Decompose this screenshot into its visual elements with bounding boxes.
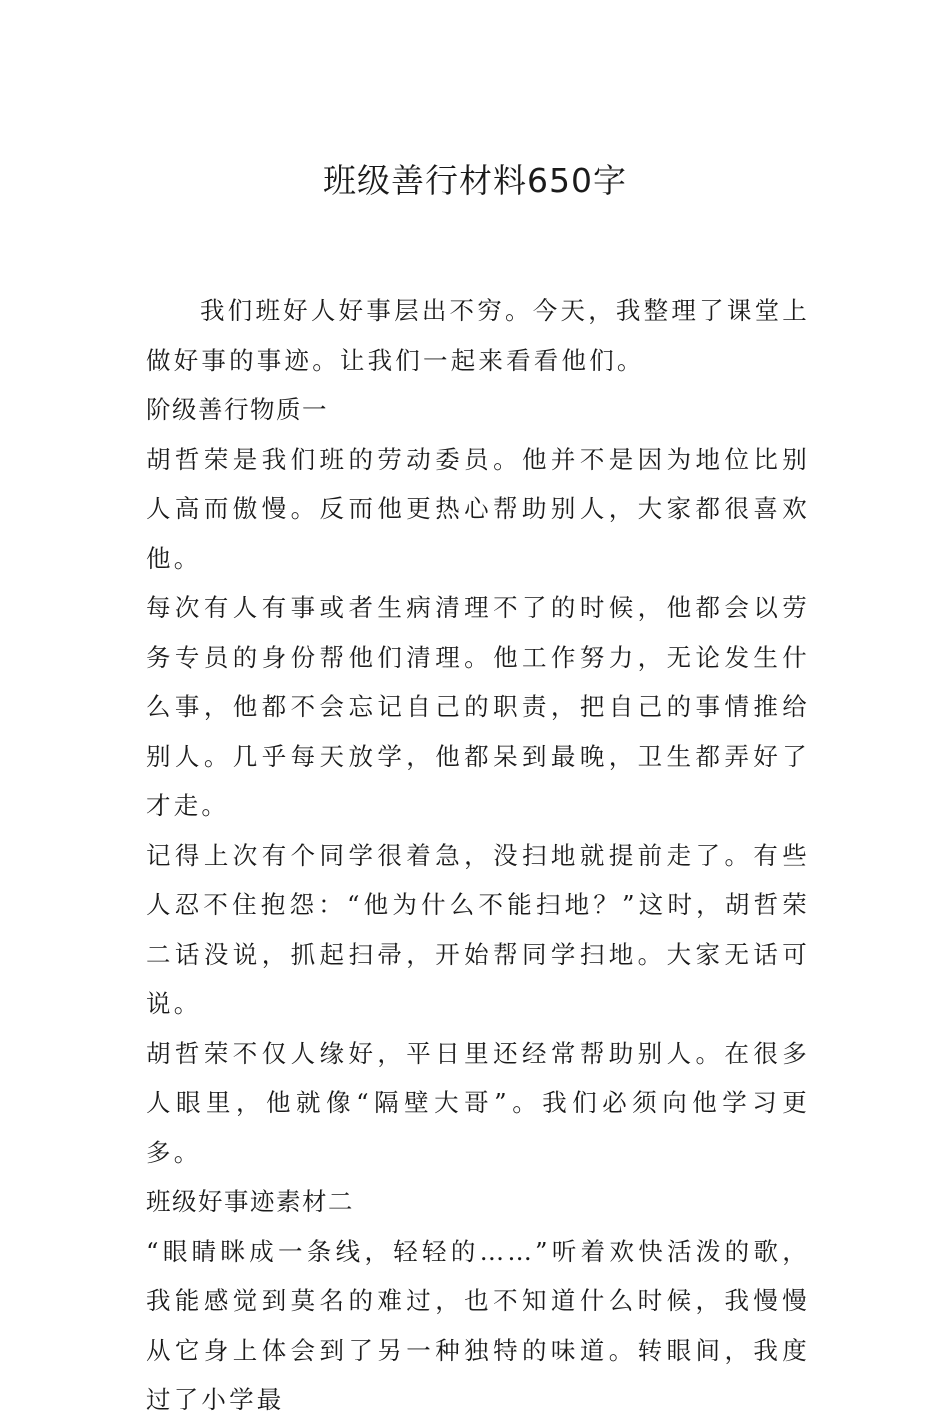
body-paragraph: 胡哲荣是我们班的劳动委员。他并不是因为地位比别人高而傲慢。反而他更热心帮助别人，大家都很喜欢他。 — [146, 444, 810, 573]
document-title: 班级善行材料650字 — [323, 161, 627, 200]
body-paragraph: 胡哲荣不仅人缘好，平日里还经常帮助别人。在很多人眼里，他就像“隔壁大哥”。我们必须向他学习更多。 — [146, 1038, 810, 1167]
document-body — [146, 286, 810, 1425]
body-paragraph: 每次有人有事或者生病清理不了的时候，他都会以劳务专员的身份帮他们清理。他工作努力，无论发生什么事，他都不会忘记自己的职责，把自己的事情推给别人。几乎每天放学，他都呆到最晚，卫生都弄好了才走。 — [146, 593, 810, 820]
body-paragraph: 记得上次有个同学很着急，没扫地就提前走了。有些人忍不住抱怨：“他为什么不能扫地？”这时，胡哲荣二话没说，抓起扫帚，开始帮同学扫地。大家无话可说。 — [146, 840, 810, 1018]
body-paragraph: “眼睛眯成一条线，轻轻的……”听着欢快活泼的歌，我能感觉到莫名的难过，也不知道什么时候，我慢慢从它身上体会到了另一种独特的味道。转眼间，我度过了小学最 — [146, 1236, 810, 1414]
section-heading-one: 阶级善行物质一 — [146, 395, 328, 424]
intro-paragraph: 我们班好人好事层出不穷。今天，我整理了课堂上做好事的事迹。让我们一起来看看他们。 — [146, 296, 810, 375]
section-heading-two: 班级好事迹素材二 — [146, 1187, 354, 1216]
